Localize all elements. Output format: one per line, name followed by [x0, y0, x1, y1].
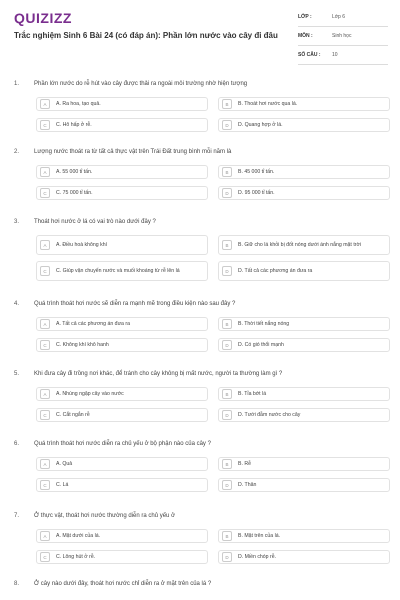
meta-row-grade [298, 8, 388, 27]
meta-value: Sinh học [332, 33, 352, 39]
answer-option-b[interactable] [218, 235, 390, 255]
option-text: C. Cắt ngắn rễ [56, 411, 90, 418]
meta-row-subject [298, 27, 388, 46]
option-text: B. Thời tiết nắng nóng [238, 320, 290, 327]
option-text: A. Mặt dưới của lá. [56, 532, 101, 539]
question-text: Lượng nước thoát ra từ tất cả thực vật trên Trái Đất trung bình mỗi năm là [34, 149, 232, 155]
option-letter-box: D [222, 340, 232, 350]
option-letter-box: D [222, 552, 232, 562]
question-number: 3. [14, 219, 20, 225]
option-text: B. Mặt trên của lá. [238, 532, 281, 539]
question-head [14, 300, 390, 308]
question-number: 8. [14, 581, 20, 587]
option-letter-box: A [40, 389, 50, 399]
question-number: 7. [14, 513, 20, 519]
answer-option-a[interactable] [36, 387, 208, 401]
option-text: D. Quang hợp ở lá. [238, 121, 283, 128]
question-number: 1. [14, 81, 20, 87]
option-letter-box: A [40, 319, 50, 329]
option-text: B. Giữ cho lá khỏi bị đốt nóng dưới ánh nắng mặt trời [238, 241, 362, 248]
option-letter-box: A [40, 167, 50, 177]
question-text: Ở thực vật, thoát hơi nước thường diễn ra chủ yếu ở [34, 513, 175, 519]
answer-option-d[interactable] [218, 550, 390, 564]
question-head [14, 580, 390, 588]
answer-option-d[interactable] [218, 186, 390, 200]
option-text: C. 75 000 tỉ tấn. [56, 189, 93, 196]
question-text: Khi đưa cây đi trồng nơi khác, để tránh cho cây không bị mất nước, người ta thường làm gì ? [34, 371, 283, 377]
answer-option-d[interactable] [218, 338, 390, 352]
meta-label: MÔN : [298, 33, 313, 39]
answer-option-c[interactable] [36, 478, 208, 492]
option-letter-box: D [222, 410, 232, 420]
answer-option-b[interactable] [218, 457, 390, 471]
option-text: A. Điều hoà không khí [56, 241, 108, 248]
answer-option-a[interactable] [36, 97, 208, 111]
option-text: A. Tất cả các phương án đưa ra [56, 320, 130, 327]
answer-option-c[interactable] [36, 186, 208, 200]
question-3 [14, 218, 390, 274]
option-text: D. Tất cả các phương án đưa ra [238, 267, 313, 274]
option-text: C. Lá [56, 481, 69, 488]
answer-option-a[interactable] [36, 235, 208, 255]
question-number: 5. [14, 371, 20, 377]
question-number: 2. [14, 149, 20, 155]
answer-option-a[interactable] [36, 317, 208, 331]
question-6 [14, 440, 390, 488]
meta-label: LỚP : [298, 14, 312, 20]
option-letter-box: B [222, 99, 232, 109]
question-text: Thoát hơi nước ở lá có vai trò nào dưới đây ? [34, 219, 156, 225]
answer-option-b[interactable] [218, 97, 390, 111]
option-text: B. Tỉa bớt lá [238, 390, 267, 397]
question-text: Phần lớn nước do rễ hút vào cây được thải ra ngoài môi trường nhờ hiện tượng [34, 81, 248, 87]
answer-option-b[interactable] [218, 529, 390, 543]
meta-value: 10 [332, 52, 338, 58]
option-letter-box: B [222, 167, 232, 177]
answer-option-c[interactable] [36, 118, 208, 132]
meta-row-count [298, 46, 388, 65]
question-text: Ở cây nào dưới đây, thoát hơi nước chỉ diễn ra ở mặt trên của lá ? [34, 581, 212, 587]
answer-option-c[interactable] [36, 408, 208, 422]
meta-value: Lớp 6 [332, 14, 346, 20]
option-letter-box: A [40, 99, 50, 109]
option-letter-box: D [222, 266, 232, 276]
option-letter-box: D [222, 188, 232, 198]
option-letter-box: C [40, 188, 50, 198]
question-1 [14, 80, 390, 128]
question-head [14, 80, 390, 88]
option-letter-box: C [40, 410, 50, 420]
option-text: A. Ra hoa, tạo quả. [56, 100, 101, 107]
option-text: D. Thân [238, 481, 257, 488]
option-letter-box: C [40, 480, 50, 490]
option-letter-box: C [40, 266, 50, 276]
option-letter-box: A [40, 459, 50, 469]
question-number: 6. [14, 441, 20, 447]
option-text: D. Miền chóp rễ. [238, 553, 277, 560]
option-letter-box: A [40, 531, 50, 541]
option-text: D. Tưới đẫm nước cho cây [238, 411, 301, 418]
option-letter-box: A [40, 240, 50, 250]
quizizz-logo: QUIZIZZ [14, 10, 72, 26]
option-text: C. Hô hấp ở rễ. [56, 121, 92, 128]
answer-option-c[interactable] [36, 550, 208, 564]
question-head [14, 370, 390, 378]
option-letter-box: B [222, 389, 232, 399]
worksheet-meta [298, 8, 388, 65]
answer-option-d[interactable] [218, 478, 390, 492]
option-text: B. Rễ [238, 460, 251, 467]
option-text: A. 55 000 tỉ tấn. [56, 168, 93, 175]
answer-option-a[interactable] [36, 457, 208, 471]
question-2 [14, 148, 390, 196]
question-head [14, 148, 390, 156]
answer-option-d[interactable] [218, 261, 390, 281]
answer-option-b[interactable] [218, 387, 390, 401]
option-text: D. Có gió thổi mạnh [238, 341, 284, 348]
option-letter-box: B [222, 459, 232, 469]
question-8 [14, 580, 390, 588]
question-text: Quá trình thoát hơi nước diễn ra chủ yếu ở bộ phận nào của cây ? [34, 441, 211, 447]
question-head [14, 440, 390, 448]
option-letter-box: D [222, 480, 232, 490]
option-text: C. Giúp vận chuyển nước và muối khoáng từ rễ lên lá [56, 267, 180, 274]
question-text: Quá trình thoát hơi nước sẽ diễn ra mạnh mẽ trong điều kiện nào sau đây ? [34, 301, 236, 307]
meta-label: SỐ CÂU : [298, 52, 321, 58]
worksheet-title: Trắc nghiệm Sinh 6 Bài 24 (có đáp án): Phần lớn nước vào cây đi đâu [14, 31, 278, 40]
option-letter-box: C [40, 120, 50, 130]
option-text: A. Nhúng ngập cây vào nước [56, 390, 124, 397]
question-head [14, 512, 390, 520]
option-text: C. Không khí khô hanh [56, 341, 109, 348]
answer-option-d[interactable] [218, 408, 390, 422]
question-head [14, 218, 390, 226]
option-letter-box: C [40, 552, 50, 562]
answer-option-b[interactable] [218, 317, 390, 331]
answer-option-d[interactable] [218, 118, 390, 132]
option-letter-box: B [222, 319, 232, 329]
option-text: B. 45 000 tỉ tấn. [238, 168, 275, 175]
answer-option-a[interactable] [36, 165, 208, 179]
question-number: 4. [14, 301, 20, 307]
option-text: B. Thoát hơi nước qua lá. [238, 100, 298, 107]
option-text: C. Lông hút ở rễ. [56, 553, 96, 560]
option-text: D. 95 000 tỉ tấn. [238, 189, 275, 196]
option-letter-box: B [222, 531, 232, 541]
option-letter-box: B [222, 240, 232, 250]
answer-option-c[interactable] [36, 261, 208, 281]
question-4 [14, 300, 390, 348]
answer-option-b[interactable] [218, 165, 390, 179]
question-7 [14, 512, 390, 560]
option-letter-box: D [222, 120, 232, 130]
option-text: A. Quả [56, 460, 73, 467]
answer-option-a[interactable] [36, 529, 208, 543]
option-letter-box: C [40, 340, 50, 350]
question-5 [14, 370, 390, 418]
worksheet-header [0, 0, 400, 80]
answer-option-c[interactable] [36, 338, 208, 352]
